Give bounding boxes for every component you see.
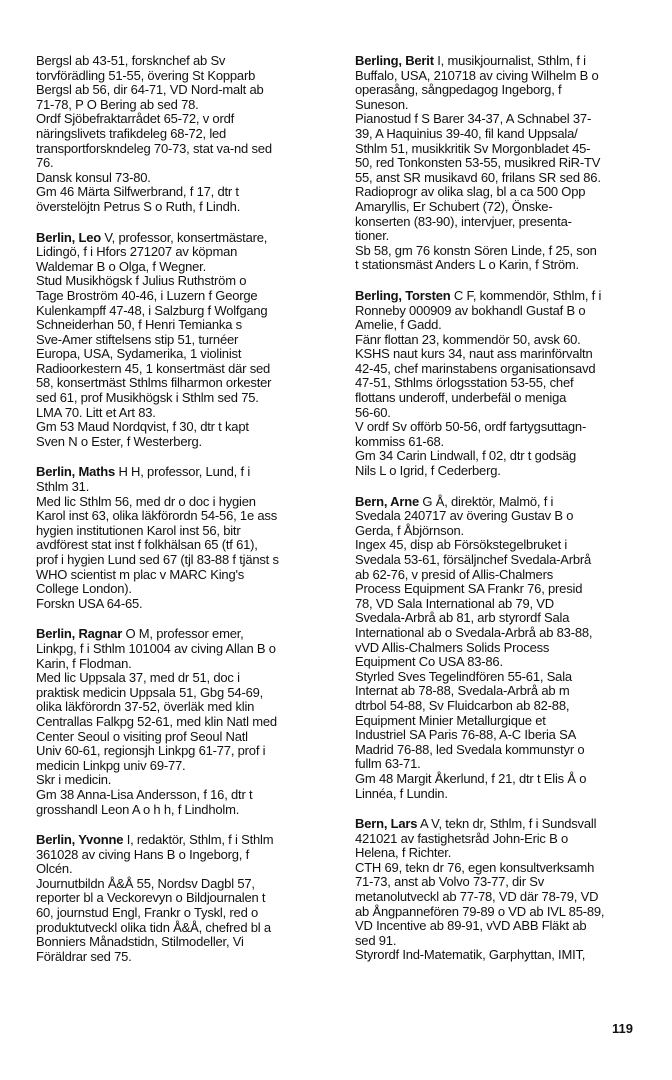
entry-line [355, 728, 655, 743]
biography-entry [355, 289, 655, 479]
entry-line [36, 391, 342, 406]
entry-line [36, 142, 342, 157]
entry-text: Sthlm 31. [36, 479, 90, 495]
entry-name: Berlin, Yvonne [36, 832, 124, 848]
entry-line [355, 905, 655, 920]
entry-text: Stud Musikhögsk f Julius Ruthström o [36, 273, 247, 289]
biography-entry [355, 54, 655, 273]
entry-line [36, 759, 342, 774]
entry-line [36, 304, 342, 319]
entry-text: Karin, f Flodman. [36, 655, 132, 671]
entry-line [36, 906, 342, 921]
entry-text: C F, kommendör, Sthlm, f i [450, 287, 602, 303]
entry-line [355, 333, 655, 348]
entry-line [36, 833, 342, 848]
entry-line [355, 655, 655, 670]
entry-line [36, 553, 342, 568]
entry-line [355, 772, 655, 787]
entry-line [355, 215, 655, 230]
entry-line [36, 347, 342, 362]
entry-text: Center Seoul o visiting prof Seoul Natl [36, 728, 248, 744]
entry-text: Amaryllis, Er Schubert (72), Önske- [355, 198, 553, 214]
entry-line [36, 83, 342, 98]
entry-text: 60, journstud Engl, Frankr o Tyskl, red o [36, 905, 259, 921]
entry-text: hygien institutionen Karol inst 56, bitr [36, 522, 241, 538]
entry-text: Equipment Minier Metallurgique et [355, 712, 546, 728]
entry-text: 56-60. [355, 404, 391, 420]
entry-text: Lidingö, f i Hfors 271207 av köpman [36, 244, 238, 260]
entry-line [355, 391, 655, 406]
biography-entry [36, 231, 342, 450]
entry-line [36, 495, 342, 510]
biography-entry [36, 54, 342, 215]
entry-text: Fänr flottan 23, kommendör 50, avsk 60. [355, 331, 581, 347]
entry-line [36, 156, 342, 171]
page-number: 119 [612, 1021, 633, 1036]
entry-text: Olcén. [36, 861, 73, 877]
entry-line [36, 642, 342, 657]
entry-line [355, 611, 655, 626]
entry-text: Forskn USA 64-65. [36, 595, 143, 611]
entry-text: Univ 60-61, regionsjh Linkpg 61-77, prof i [36, 743, 266, 759]
entry-line [355, 832, 655, 847]
entry-text: medicin Linkpg univ 69-77. [36, 757, 186, 773]
entry-text: V ordf Sv offörb 50-56, ordf fartygsuttagn- [355, 419, 587, 435]
entry-text: Karol inst 63, olika läkförordn 54-56, 1e ass [36, 508, 278, 524]
entry-text: Gm 46 Märta Silfwerbrand, f 17, dtr t [36, 184, 239, 200]
entry-line [36, 54, 342, 69]
entry-text: torvförädling 51-55, övering St Kopparb [36, 67, 256, 83]
entry-line [36, 538, 342, 553]
entry-line [355, 142, 655, 157]
entry-line [355, 420, 655, 435]
entry-line [36, 891, 342, 906]
entry-line [36, 127, 342, 142]
entry-line [36, 671, 342, 686]
entry-text: Styrled Sves Tegelindfören 55-61, Sala [355, 668, 572, 684]
entry-text: t stationsmäst Anders L o Karin, f Ström. [355, 257, 579, 273]
entry-line [36, 803, 342, 818]
entry-text: 58, konsertmäst Sthlms filharmon orkester [36, 375, 272, 391]
entry-text: Industriel SA Paris 76-88, A-C Iberia SA [355, 727, 577, 743]
entry-line [355, 200, 655, 215]
entry-text: Svedala 53-61, försäljnchef Svedala-Arbrå [355, 552, 592, 567]
entry-text: Gm 48 Margit Åkerlund, f 21, dtr t Elis Å o [355, 770, 587, 786]
entry-text: olika läkförordn 37-52, överläk med klin [36, 699, 255, 715]
entry-text: KSHS naut kurs 34, naut ass marinförvaltn [355, 346, 593, 362]
entry-line [36, 289, 342, 304]
entry-line [355, 229, 655, 244]
entry-line [355, 98, 655, 113]
entry-name: Berlin, Maths [36, 464, 116, 480]
entry-line [36, 700, 342, 715]
entry-text: 76. [36, 155, 54, 171]
entry-line [355, 934, 655, 949]
entry-line [355, 699, 655, 714]
entry-text: kommiss 61-68. [355, 433, 444, 449]
entry-text: A V, tekn dr, Sthlm, f i Sundsvall [417, 816, 597, 832]
entry-line [355, 258, 655, 273]
entry-text: vVD Allis-Chalmers Solids Process [355, 639, 550, 655]
entry-text: Sve-Amer stiftelsens stip 51, turnéer [36, 331, 239, 347]
entry-line [355, 112, 655, 127]
entry-line [355, 861, 655, 876]
entry-line [355, 435, 655, 450]
entry-text: sed 61, prof Musikhögsk i Sthlm sed 75. [36, 390, 259, 406]
entry-line [355, 406, 655, 421]
entry-line [355, 289, 655, 304]
entry-line [355, 846, 655, 861]
entry-text: Buffalo, USA, 210718 av civing Wilhelm B o [355, 67, 599, 83]
entry-line [36, 465, 342, 480]
entry-line [36, 848, 342, 863]
entry-line [355, 568, 655, 583]
entry-line [355, 890, 655, 905]
entry-text: Dansk konsul 73-80. [36, 169, 151, 185]
entry-line [36, 568, 342, 583]
entry-text: Svedala-Arbrå ab 81, arb styrordf Sala [355, 610, 570, 626]
entry-text: avdförest stat inst f folkhälsan 65 (tf 61), [36, 537, 258, 553]
entry-text: Radioprogr av olika slag, bl a ca 500 Opp [355, 184, 586, 200]
entry-line [355, 714, 655, 729]
entry-text: produktutveckl olika tidn Å&Å, chefred bl a [36, 919, 271, 935]
entry-text: Pianostud f S Barer 34-37, A Schnabel 37- [355, 111, 592, 127]
entry-text: CTH 69, tekn dr 76, egen konsultverksamh [355, 859, 595, 875]
entry-text: Med lic Uppsala 37, med dr 51, doc i [36, 670, 240, 686]
entry-text: Kulenkampff 47-48, i Salzburg f Wolfgang [36, 302, 268, 318]
entry-text: Linkpg, f i Sthlm 101004 av civing Allan B o [36, 640, 276, 656]
entry-line [355, 156, 655, 171]
entry-text: Schneiderhan 50, f Henri Temianka s [36, 317, 242, 333]
entry-text: Waldemar B o Olga, f Wegner. [36, 258, 206, 274]
entry-line [36, 715, 342, 730]
entry-text: LMA 70. Litt et Art 83. [36, 404, 156, 420]
entry-line [355, 553, 655, 568]
entry-text: Ingex 45, disp ab Försökstegelbruket i [355, 537, 568, 553]
entry-line [355, 582, 655, 597]
entry-text: 50, red Tonkonsten 53-55, musikred RiR-TV [355, 155, 601, 171]
entry-text: transportforskndeleg 70-73, stat va-nd sed [36, 140, 272, 156]
entry-line [36, 406, 342, 421]
entry-line [36, 420, 342, 435]
entry-line [36, 657, 342, 672]
entry-text: Sthlm 51, musikkritik Sv Morgonbladet 45- [355, 140, 591, 156]
entry-text: Ordf Sjöbefraktarrådet 65-72, v ordf [36, 111, 235, 127]
entry-text: WHO scientist m plac v MARC King's [36, 566, 245, 582]
entry-line [36, 231, 342, 246]
entry-text: ab Ångpannefören 79-89 o VD ab IVL 85-89, [355, 903, 605, 919]
entry-line [355, 787, 655, 802]
entry-line [355, 684, 655, 699]
entry-line [36, 524, 342, 539]
entry-text: fullm 63-71. [355, 756, 421, 772]
entry-text: 361028 av civing Hans B o Ingeborg, f [36, 846, 250, 862]
entry-name: Berlin, Ragnar [36, 626, 123, 642]
entry-text: prof i hygien Lund sed 67 (tjl 83-88 f tjänst s [36, 552, 279, 567]
entry-line [36, 435, 342, 450]
entry-text: Gm 53 Maud Nordqvist, f 30, dtr t kapt [36, 419, 249, 435]
entry-line [36, 730, 342, 745]
entry-text: tioner. [355, 228, 390, 244]
entry-text: Helena, f Richter. [355, 845, 452, 861]
entry-line [355, 362, 655, 377]
entry-line [36, 245, 342, 260]
entry-line [36, 509, 342, 524]
biography-entry [355, 495, 655, 801]
entry-text: 39, A Haquinius 39-40, fil kand Uppsala/ [355, 125, 578, 141]
entry-line [355, 817, 655, 832]
entry-text: grosshandl Leon A o h h, f Lindholm. [36, 801, 240, 817]
entry-line [355, 127, 655, 142]
entry-text: Styrordf Ind-Matematik, Garphyttan, IMIT, [355, 947, 586, 963]
entry-line [355, 948, 655, 963]
entry-text: reporter bl a Veckorevyn o Bildjournalen t [36, 890, 266, 906]
entry-text: 42-45, chef marinstabens organisationsavd [355, 360, 596, 376]
left-column [36, 54, 342, 980]
entry-text: Svedala 240717 av övering Gustav B o [355, 508, 574, 524]
entry-line [355, 376, 655, 391]
entry-text: ab 62-76, v presid of Allis-Chalmers [355, 566, 554, 582]
entry-text: Radioorkestern 45, 1 konsertmäst där sed [36, 360, 271, 376]
entry-text: Nils L o Igrid, f Cederberg. [355, 463, 501, 479]
entry-text: flottans underoff, underbefäl o meniga [355, 390, 567, 406]
entry-text: Centrallas Falkpg 52-61, med klin Natl med [36, 713, 277, 729]
entry-text: Med lic Sthlm 56, med dr o doc i hygien [36, 493, 256, 509]
entry-line [36, 686, 342, 701]
biography-entry [36, 465, 342, 611]
entry-name: Berling, Berit [355, 53, 434, 68]
entry-text: 55, anst SR musikavd 60, frilans SR sed 86. [355, 169, 601, 185]
entry-text: International ab o Svedala-Arbrå ab 83-88, [355, 624, 593, 640]
entry-text: praktisk medicin Uppsala 51, Gbg 54-69, [36, 684, 264, 700]
entry-line [355, 538, 655, 553]
biography-entry [355, 817, 655, 963]
entry-line [36, 333, 342, 348]
entry-text: Equipment Co USA 83-86. [355, 654, 503, 670]
entry-line [355, 495, 655, 510]
entry-text: Bergsl ab 56, dir 64-71, VD Nord-malt ab [36, 82, 264, 98]
entry-name: Bern, Arne [355, 493, 419, 509]
entry-text: Föräldrar sed 75. [36, 948, 132, 964]
entry-line [36, 274, 342, 289]
entry-text: Linnéa, f Lundin. [355, 785, 448, 801]
entry-line [355, 757, 655, 772]
entry-line [36, 480, 342, 495]
entry-line [36, 862, 342, 877]
entry-text: 71-73, anst ab Volvo 73-77, dir Sv [355, 874, 545, 890]
entry-line [36, 69, 342, 84]
entry-line [355, 743, 655, 758]
entry-line [36, 171, 342, 186]
entry-line [355, 171, 655, 186]
entry-text: 421021 av fastighetsråd John-Eric B o [355, 830, 569, 846]
entry-line [355, 464, 655, 479]
entry-line [355, 509, 655, 524]
entry-text: Process Equipment SA Frankr 76, presid [355, 581, 583, 597]
entry-line [355, 69, 655, 84]
entry-line [355, 318, 655, 333]
entry-line [36, 582, 342, 597]
entry-line [355, 641, 655, 656]
entry-text: 78, VD Sala International ab 79, VD [355, 595, 554, 611]
entry-line [36, 376, 342, 391]
entry-line [355, 304, 655, 319]
entry-line [36, 597, 342, 612]
entry-line [36, 935, 342, 950]
biography-entry [36, 627, 342, 817]
entry-line [36, 773, 342, 788]
entry-name: Bern, Lars [355, 816, 418, 832]
entry-line [36, 185, 342, 200]
entry-text: Gerda, f Åbjörnson. [355, 522, 464, 538]
entry-line [355, 670, 655, 685]
entry-text: College London). [36, 581, 132, 597]
entry-text: O M, professor emer, [122, 626, 244, 642]
entry-text: Gm 38 Anna-Lisa Andersson, f 16, dtr t [36, 786, 253, 802]
entry-line [355, 919, 655, 934]
entry-text: Tage Broström 40-46, i Luzern f George [36, 287, 258, 303]
entry-text: Skr i medicin. [36, 772, 112, 788]
entry-line [355, 597, 655, 612]
entry-line [355, 524, 655, 539]
entry-text: Sb 58, gm 76 konstn Sören Linde, f 25, son [355, 242, 597, 258]
entry-line [355, 875, 655, 890]
entry-name: Berlin, Leo [36, 229, 101, 245]
right-column [355, 54, 655, 979]
entry-text: Suneson. [355, 96, 409, 112]
entry-line [355, 626, 655, 641]
entry-text: metanolutveckl ab 77-78, VD där 78-79, VD [355, 889, 599, 905]
entry-line [36, 877, 342, 892]
entry-text: Gm 34 Carin Lindwall, f 02, dtr t godsäg [355, 448, 577, 464]
entry-line [36, 200, 342, 215]
entry-text: Bonniers Månadstidn, Stilmodeller, Vi [36, 934, 244, 950]
entry-text: konserten (83-90), intervjuer, presenta- [355, 213, 572, 229]
entry-text: operasång, sångpedagog Ingeborg, f [355, 82, 562, 98]
entry-line [36, 318, 342, 333]
entry-text: Madrid 76-88, led Svedala kommunstyr o [355, 741, 585, 757]
entry-text: Amelie, f Gadd. [355, 317, 442, 333]
entry-line [355, 185, 655, 200]
entry-text: VD Incentive ab 89-91, vVD ABB Fläkt ab [355, 918, 587, 934]
entry-line [36, 744, 342, 759]
entry-text: näringslivets trafikdeleg 68-72, led [36, 125, 227, 141]
entry-text: Bergsl ab 43-51, forsknchef ab Sv [36, 53, 226, 68]
entry-text: Ronneby 000909 av bokhandl Gustaf B o [355, 302, 586, 318]
entry-line [36, 788, 342, 803]
entry-line [355, 83, 655, 98]
entry-text: H H, professor, Lund, f i [115, 464, 251, 480]
entry-line [36, 627, 342, 642]
entry-text: överstelöjtn Petrus S o Ruth, f Lindh. [36, 198, 241, 214]
entry-text: 47-51, Sthlms örlogsstation 53-55, chef [355, 375, 574, 391]
entry-line [355, 449, 655, 464]
entry-line [36, 362, 342, 377]
entry-name: Berling, Torsten [355, 287, 451, 303]
entry-text: sed 91. [355, 932, 397, 948]
entry-text: V, professor, konsertmästare, [100, 229, 268, 245]
entry-line [36, 98, 342, 113]
entry-text: Sven N o Ester, f Westerberg. [36, 433, 202, 449]
entry-line [36, 112, 342, 127]
entry-text: Journutbildn Å&Å 55, Nordsv Dagbl 57, [36, 875, 255, 891]
entry-line [36, 921, 342, 936]
entry-line [355, 347, 655, 362]
entry-text: G Å, direktör, Malmö, f i [418, 493, 554, 509]
entry-text: dtrbol 54-88, Sv Fluidcarbon ab 82-88, [355, 697, 570, 713]
entry-text: Europa, USA, Sydamerika, 1 violinist [36, 346, 242, 362]
entry-line [36, 260, 342, 275]
entry-text: I, musikjournalist, Sthlm, f i [433, 53, 586, 68]
entry-text: Internat ab 78-88, Svedala-Arbrå ab m [355, 683, 570, 699]
entry-line [355, 244, 655, 259]
entry-line [355, 54, 655, 69]
entry-line [36, 950, 342, 965]
biography-entry [36, 833, 342, 964]
entry-text: I, redaktör, Sthlm, f i Sthlm [123, 832, 274, 848]
entry-text: 71-78, P O Bering ab sed 78. [36, 96, 199, 112]
